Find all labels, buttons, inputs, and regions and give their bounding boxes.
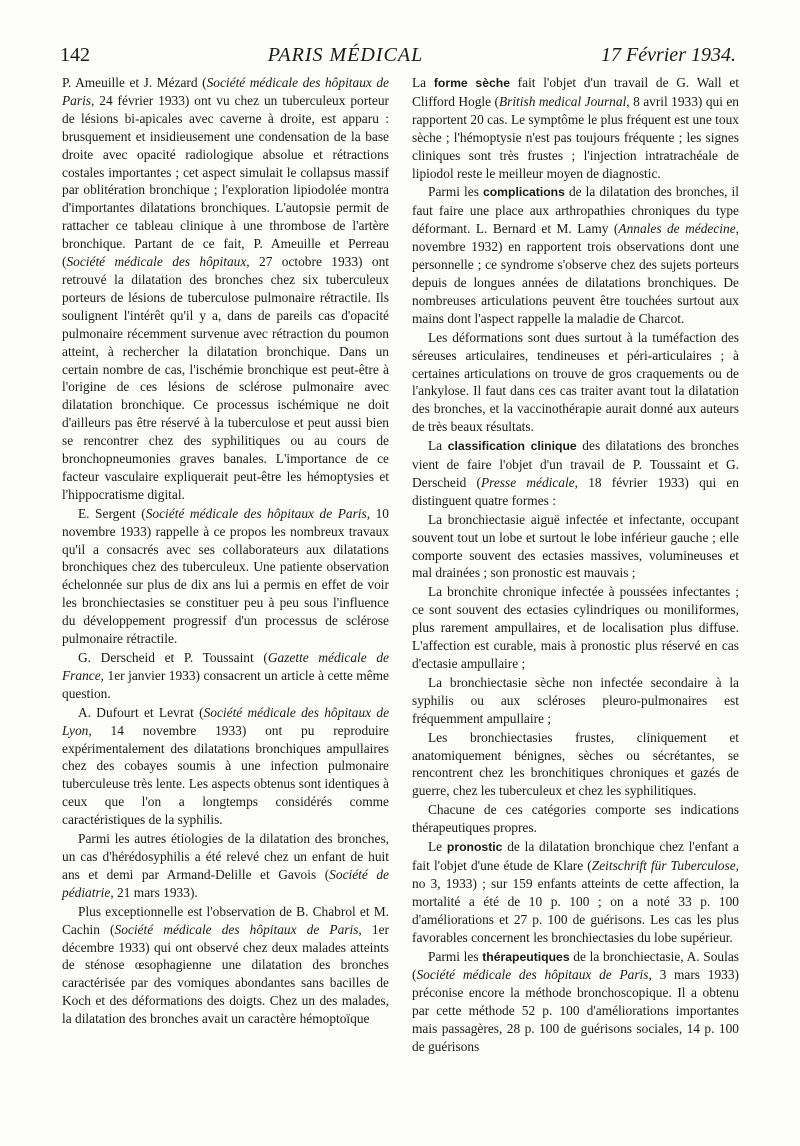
- journal-title: PARIS MÉDICAL: [267, 44, 424, 66]
- body-text: Les déformations sont dues surtout à la tuméfaction des séreuses articulaires, tendineuses et péri-articulaires ; à certaines articulations on trouve de gros craquements ou de l'ankylose. Il faut dans ces cas traiter avant tout la dilatation des bronches, et la vaccinothérapie aurait donné aux auteurs de très beaux résultats.: [412, 329, 739, 435]
- body-text: , no 3, 1933) ; sur 159 enfants atteints de cette affection, la mortalité a été de 10 p. 100 ; on a noté 33 p. 100 d'améliorations et 27 p. 100 de guérisons. Les cas les plus favorables concernent les bronchiectasies du lobe supérieur.: [412, 857, 739, 945]
- issue-date: 17 Février 1934.: [601, 44, 736, 66]
- paragraph: [62, 830, 389, 902]
- body-text: , 1er janvier 1933) consacrent un article à cette même question.: [62, 667, 389, 701]
- paragraph: [412, 729, 739, 801]
- paragraph: [412, 801, 739, 837]
- body-text: E. Sergent (: [78, 505, 146, 521]
- paragraph: [62, 704, 389, 829]
- body-text: , 21 mars 1933).: [110, 884, 198, 900]
- body-text: de la bronchiectasie, A. Soulas (: [412, 948, 739, 983]
- bold-keyword: forme sèche: [433, 76, 510, 90]
- body-text: , 3 mars 1933) préconise encore la méthode bronchoscopique. Il a obtenu par cette méthode 52 p. 100 d'améliorations importantes mais passagères, 28 p. 100 de guérisons sociales, 14 p. 100 de guérisons: [412, 967, 739, 1055]
- body-text: des dilatations des bronches vient de faire l'objet d'un travail de P. Toussaint et G. Derscheid (: [412, 438, 739, 490]
- citation-text: Gazette médicale de France: [62, 650, 389, 683]
- bold-keyword: thérapeutiques: [482, 949, 570, 964]
- paragraph: [412, 838, 739, 946]
- body-text: Les bronchiectasies frustes, cliniquement et anatomiquement bénignes, sèches ou sécrétantes, se rencontrent chez les bronchitiques chroniques et gazés de guerre, chez les tuberculeux et chez les syphilitiques.: [412, 729, 739, 799]
- body-text: La bronchiectasie aiguë infectée et infectante, occupant souvent tout un lobe et surtout le lobe inférieur gauche ; elle comporte souvent des ectasies massives, volumineuses et mal drainées ; son pronostic est mauvais ;: [412, 511, 739, 581]
- paragraph: [62, 74, 389, 504]
- paragraph: [62, 505, 389, 648]
- paragraph: [412, 583, 739, 673]
- body-text: , novembre 1932) en rapportent trois observations dont une personnelle ; ce syndrome s'observe chez des sujets porteurs depuis de longues années de dilatations bronchiques. De nombreuses articulations peuvent être touchées surtout aux mains dont l'aspect rappelle la maladie de Charcot.: [412, 221, 739, 326]
- body-text: , 10 novembre 1933) rappelle à ce propos les nombreux travaux qu'il a consacrés avec ses collaborateurs aux dilatations bronchiques chez des tuberculeux. Une patiente observation échelonnée sur plus de dix ans lui a permis en effet de voir les bronchiectasies se constituer peu à peu sous l'influence du développement progressif d'un processus de sclérose pulmonaire rétractile.: [62, 505, 389, 647]
- paragraph: [412, 329, 739, 436]
- citation-text: Annales de médecine: [618, 221, 736, 237]
- body-text: Parmi les autres étiologies de la dilatation des bronches, un cas d'hérédosyphilis a été relevé chez un enfant de huit ans et demi par Armand-Delille et Gavois (: [62, 831, 389, 882]
- citation-text: Société médicale des hôpitaux de Paris: [114, 921, 359, 937]
- paragraph: [412, 183, 739, 327]
- body-text: fait l'objet d'un travail de G. Wall et Clifford Hogle (: [412, 75, 739, 109]
- citation-text: Société de pédiatrie: [62, 866, 389, 900]
- left-column: [62, 74, 389, 1029]
- body-text: , 14 novembre 1933) ont pu reproduire expérimentalement des dilatations bronchiques ampullaires chez des cobayes soumis à une infection pulmonaire tuberculeuse très lente. Les aspects obtenus sont identiques à ceux que l'on a longtemps considérés comme caractéristiques de la syphilis.: [62, 722, 389, 828]
- citation-text: Société médicale des hôpitaux de Paris: [416, 967, 649, 983]
- bold-keyword: pronostic: [446, 840, 503, 855]
- paragraph: [412, 511, 739, 583]
- citation-text: Société médicale des hôpitaux de Paris: [145, 505, 367, 521]
- body-text: P. Ameuille et J. Mézard (: [62, 75, 207, 90]
- citation-text: Zeitschrift für Tuberculose: [591, 857, 736, 873]
- body-text: Plus exceptionnelle est l'observation de B. Chabrol et M. Cachin (: [62, 903, 389, 937]
- body-text: , 27 octobre 1933) ont retrouvé la dilatation des bronches chez six tuberculeux porteurs de lésions de tuberculose pulmonaire rétractile. Ils soulignent l'intérêt qu'il y a, dans de pareils cas d'opacité pulmonaire récemment survenue avec rétraction du poumon atteint, à rechercher la dilatation bronchique. Dans un certain nombre de cas, l'ischémie bronchique est peut-être à l'origine de ces lésions de sclérose pulmonaire avec dilatation bronchique. Ce processus ischémique ne doit d'ailleurs pas être réservé à la tuberculose et peut aussi bien se rencontrer chez des syphilitiques ou au cours de bronchopneumonies graves banales. L'importance de ce facteur vasculaire expliquerait peut-être les hémoptysies et l'hippocratisme digital.: [62, 254, 389, 502]
- page-header: [60, 44, 736, 70]
- paragraph: [62, 903, 389, 1028]
- body-text: A. Dufourt et Levrat (: [78, 704, 204, 720]
- right-column: [412, 74, 739, 1057]
- body-text: , 24 février 1933) ont vu chez un tuberculeux porteur de lésions bi-apicales avec caverne à droite, est apparu : brusquement et insidieusement une condensation de la base droite avec opacité radiologique absolue et rétractions costales importantes ; cet aspect simulait le collapsus massif par oblitération bronchique ; l'exploration lipiodolée montra d'importantes dilatations bronchiques. L'autopsie permit de rattacher ce tableau clinique à une thrombose de l'artère bronchique. Partant de ce fait, P. Ameuille et Perreau (: [62, 92, 389, 270]
- body-text: Chacune de ces catégories comporte ses indications thérapeutiques propres.: [412, 802, 739, 836]
- body-text: La: [428, 438, 448, 454]
- bold-keyword: complications: [482, 185, 565, 200]
- body-text: de la dilatation des bronches, il faut faire une place aux arthropathies chroniques du type déformant. L. Bernard et M. Lamy (: [412, 184, 739, 237]
- paragraph: [412, 437, 739, 510]
- body-text: , 18 février 1933) qui en distinguent quatre formes :: [412, 474, 740, 508]
- citation-text: Société médicale des hôpitaux de Lyon: [62, 704, 390, 738]
- bold-keyword: classification clinique: [447, 439, 577, 454]
- body-text: La bronchite chronique infectée à poussées infectantes ; ce sont souvent des ectasies cylindriques ou moniliformes, plus rarement ampullaires, et de localisation plus diffuse. L'affection est curable, mais à pronostic plus réservé en cas d'ectasie ampullaire ;: [412, 584, 739, 671]
- body-text: Parmi les: [428, 184, 483, 200]
- paragraph: [412, 74, 739, 182]
- body-text: G. Derscheid et P. Toussaint (: [78, 650, 268, 665]
- citation-text: Société médicale des hôpitaux de Paris: [62, 75, 389, 108]
- citation-text: Société médicale des hôpitaux: [66, 254, 247, 270]
- citation-text: British medical Journal: [498, 93, 627, 109]
- paragraph: [412, 948, 739, 1056]
- body-text: de la dilatation bronchique chez l'enfant a fait l'objet d'une étude de Klare (: [412, 839, 739, 873]
- paragraph: [412, 674, 739, 728]
- body-text: Le: [428, 839, 447, 855]
- body-text: Parmi les: [428, 948, 483, 964]
- body-text: La: [412, 75, 434, 90]
- citation-text: Presse médicale: [480, 474, 575, 490]
- body-text: La bronchiectasie sèche non infectée secondaire à la syphilis ou aux scléroses pleuro-pulmonaires est fréquemment ampullaire ;: [412, 674, 739, 726]
- paragraph: [62, 649, 389, 703]
- page-number: 142: [60, 44, 90, 66]
- body-text: , 1er décembre 1933) qui ont observé chez deux malades atteints de sténose œsophagienne une dilatation des bronches caractérisée par des vomiques abondantes sans bacilles de Koch et des déformations des doigts. Chez un des malades, la dilatation des bronches avait un caractère hémoptoïque: [62, 921, 389, 1027]
- body-text: , 8 avril 1933) qui en rapportent 20 cas. Le symptôme le plus fréquent est une toux sèche ; l'hémoptysie n'est pas toujours fréquente ; les signes cliniques sont très frustes ; l'injection intratrachéale de lipiodol reste le meilleur moyen de diagnostic.: [412, 93, 739, 181]
